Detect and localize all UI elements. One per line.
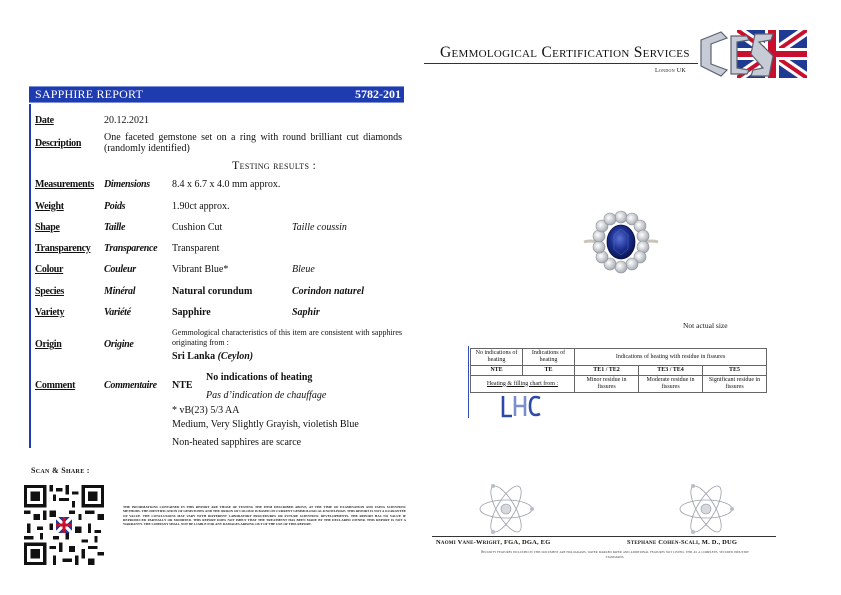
heating-table (470, 348, 767, 393)
shape-value: Cushion Cut (172, 222, 223, 233)
atom-seal-left (476, 482, 536, 536)
origin-value-line (172, 351, 253, 362)
report-number: 5782-201 (355, 87, 401, 101)
organization-location: London UK (655, 68, 686, 74)
signature-line (432, 536, 776, 537)
heating-table-rule (468, 346, 469, 418)
transparency-label: Transparency (35, 243, 91, 254)
colour-value-fr: Bleue (292, 264, 315, 275)
comment-value-fr: Pas d’indication de chauffage (206, 390, 327, 401)
species-value-fr: Corindon naturel (292, 286, 364, 297)
variety-value-fr: Saphir (292, 307, 320, 318)
ring-photo (582, 207, 660, 277)
origin-value-paren: (Ceylon) (217, 351, 254, 362)
scarcity-note: Non-heated sapphires are scarce (172, 437, 302, 448)
code-te3-te4: TE3 / TE4 (639, 366, 703, 376)
signatory-left: Naomi Vane-Wright, FGA, DGA, EG (436, 539, 551, 546)
comment-code: NTE (172, 380, 193, 391)
heating-chart-source: Heating & filling chart from : (471, 376, 575, 393)
variete-label: Variété (104, 307, 131, 318)
header-divider (424, 63, 698, 64)
origine-label: Origine (104, 339, 134, 350)
comment-value: No indications of heating (206, 372, 313, 383)
legal-disclaimer: THE INFORMATIONS CONTAINED IN THIS REPORT ARE THOSE OF TESTING THE ITEM DESCRIBED ABOVE, AT THE TIME OF EXAMINATION AND USING SCIENTIFIC METHODS. THE IDENTIFICATION OF GEMSTONES AND THE ORIGIN OF COLOUR IS BASED ON CURRENT GEMMOLOGICAL KNOWLEDGE. THIS REPORT IS NOT A GUARANTEE OF VALUE. THE CONCLUSIONS MAY VARY WITH DIFFERENT LABORATORY PROCEDURES OR FUTURE SCIENTIFIC DEVELOPMENTS. THE REPORT HAS NO VALUE IF REPRODUCED PARTIALLY OR MODIFIED. THIS REPORT DOES NOT IMPLY THAT THE TREATMENT HAS BEEN MADE BY THE DECLARED OWNER. THIS REPORT IS NOT A WARRANTY. THE COMPANY SHALL NOT BE LIABLE FOR ANY DAMAGES ARISING OUT OF THE USE OF THIS REPORT. (123, 505, 406, 527)
weight-value: 1.90ct approx. (172, 201, 230, 212)
report-title: SAPPHIRE REPORT (35, 87, 143, 101)
organization-name: Gemmological Certification Services (440, 44, 690, 61)
lhc-logo-text: LHC (500, 394, 502, 395)
description-value: One faceted gemstone set on a ring with round brilliant cut diamonds (randomly identified) (104, 132, 402, 154)
taille-label: Taille (104, 222, 126, 233)
residue-significant: Significant residue in fissures (703, 376, 767, 393)
residue-minor: Minor residue in fissures (575, 376, 639, 393)
colour-label: Colour (35, 264, 64, 275)
commentaire-label: Commentaire (104, 380, 157, 391)
testing-results-heading: Testing results : (232, 158, 317, 172)
code-nte: NTE (471, 366, 523, 376)
measurements-value: 8.4 x 6.7 x 4.0 mm approx. (172, 179, 281, 190)
origin-note: Gemmological characteristics of this item are consistent with sapphires originating from : (172, 328, 402, 347)
atom-seal-right (676, 482, 736, 536)
shape-value-fr: Taille coussin (292, 222, 347, 233)
residue-moderate: Moderate residue in fissures (639, 376, 703, 393)
measurements-label: Measurements (35, 179, 94, 190)
qr-code[interactable] (24, 485, 104, 565)
scan-share-label: Scan & Share : (31, 466, 90, 475)
dimensions-label: Dimensions (104, 179, 150, 190)
date-label: Date (35, 115, 54, 126)
code-te1-te2: TE1 / TE2 (575, 366, 639, 376)
variety-value: Sapphire (172, 307, 211, 318)
shape-label: Shape (35, 222, 60, 233)
gcs-logo (697, 26, 809, 82)
species-label: Species (35, 286, 65, 297)
code-te5: TE5 (703, 366, 767, 376)
origin-value: Sri Lanka (172, 351, 216, 362)
lhc-logo (500, 394, 544, 418)
date-value: 20.12.2021 (104, 115, 149, 126)
couleur-label: Couleur (104, 264, 136, 275)
heating-col-te: Indications of heating (523, 349, 575, 366)
signatory-right: Stephane Cohen-Scali, M. D., DUG (627, 539, 738, 546)
variety-label: Variety (35, 307, 65, 318)
colour-code: * vB(23) 5/3 AA (172, 405, 240, 416)
transparence-label: Transparence (104, 243, 158, 254)
colour-value: Vibrant Blue* (172, 264, 229, 275)
heating-col-none: No indications of heating (471, 349, 523, 366)
colour-description: Medium, Very Slightly Grayish, violetish Blue (172, 419, 359, 430)
description-label: Description (35, 138, 82, 149)
security-note: Security features included in this document are holograms, water marked paper and additional features not listed, this as a complete, secured industry standards. (480, 549, 750, 560)
mineral-label: Minéral (104, 286, 136, 297)
code-te: TE (523, 366, 575, 376)
image-caption: Not actual size (683, 321, 728, 330)
species-value: Natural corundum (172, 286, 253, 297)
transparency-value: Transparent (172, 243, 220, 254)
poids-label: Poids (104, 201, 126, 212)
heating-col-residue: Indications of heating with residue in fissures (575, 349, 767, 366)
report-left-rule (29, 104, 31, 448)
comment-label: Comment (35, 380, 76, 391)
logo-text: GCS (697, 26, 699, 27)
origin-label: Origin (35, 339, 62, 350)
weight-label: Weight (35, 201, 64, 212)
